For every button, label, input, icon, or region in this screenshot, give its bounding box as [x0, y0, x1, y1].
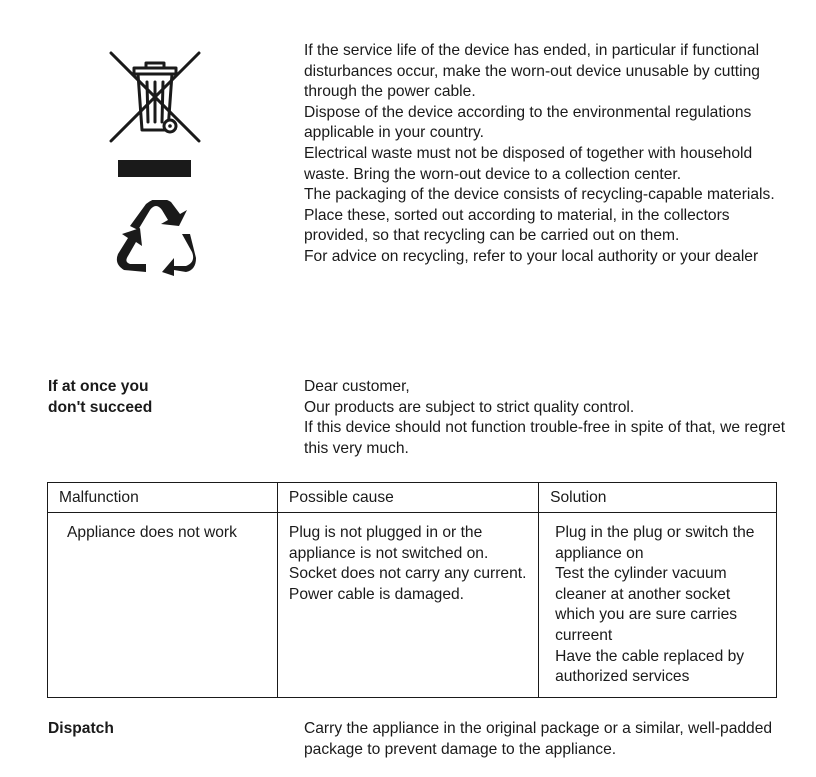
malfunction-cell: Appliance does not work	[48, 513, 278, 698]
recycling-icon	[116, 200, 196, 276]
troubleshooting-table	[47, 482, 777, 698]
failure-heading	[48, 377, 248, 418]
cause-cell	[277, 513, 538, 698]
column-header-malfunction: Malfunction	[48, 483, 278, 513]
table-header-row	[48, 483, 777, 513]
disposal-paragraph: For advice on recycling, refer to your local authority or your dealer	[304, 247, 759, 265]
disposal-instructions	[304, 41, 794, 268]
cause-item: Socket does not carry any current.	[288, 565, 527, 583]
failure-heading-line: If at once you	[48, 378, 149, 395]
cause-item: Plug is not plugged in or the appliance is not switched on.	[288, 524, 489, 562]
disposal-paragraph: The packaging of the device consists of recycling-capable materials. Place these, sorted out according to material, in the collectors provided, so that recycling can be carried out on them.	[304, 186, 775, 245]
failure-heading-line: don't succeed	[48, 398, 153, 416]
dispatch-heading: Dispatch	[48, 720, 114, 737]
solution-item: Test the cylinder vacuum cleaner at another socket which you are sure carries curreent	[555, 565, 738, 644]
column-header-solution: Solution	[539, 483, 777, 513]
disposal-paragraph: Electrical waste must not be disposed of together with household waste. Bring the worn-out device to a collection center.	[304, 144, 753, 183]
column-header-cause: Possible cause	[277, 483, 538, 513]
crossed-out-bin-icon	[108, 50, 204, 148]
intro-paragraph: Our products are subject to strict quality control.	[304, 398, 635, 416]
intro-paragraph: If this device should not function trouble-free in spite of that, we regret this very much.	[304, 419, 786, 457]
dispatch-text: Carry the appliance in the original package or a similar, well-padded package to prevent damage to the appliance.	[304, 720, 773, 758]
table-row	[48, 513, 777, 698]
disposal-paragraph: If the service life of the device has ended, in particular if functional disturbances occur, make the worn-out device unusable by cutting through the power cable.	[304, 42, 760, 101]
solution-item: Have the cable replaced by authorized services	[555, 647, 745, 686]
cause-item: Power cable is damaged.	[288, 585, 465, 603]
separate-collection-bar	[118, 160, 191, 177]
intro-paragraph: Dear customer,	[304, 378, 410, 395]
failure-intro	[304, 377, 794, 459]
solution-item: Plug in the plug or switch the appliance on	[555, 524, 755, 562]
disposal-paragraph: Dispose of the device according to the environmental regulations applicable in your country.	[304, 103, 752, 142]
solution-cell	[539, 513, 777, 698]
